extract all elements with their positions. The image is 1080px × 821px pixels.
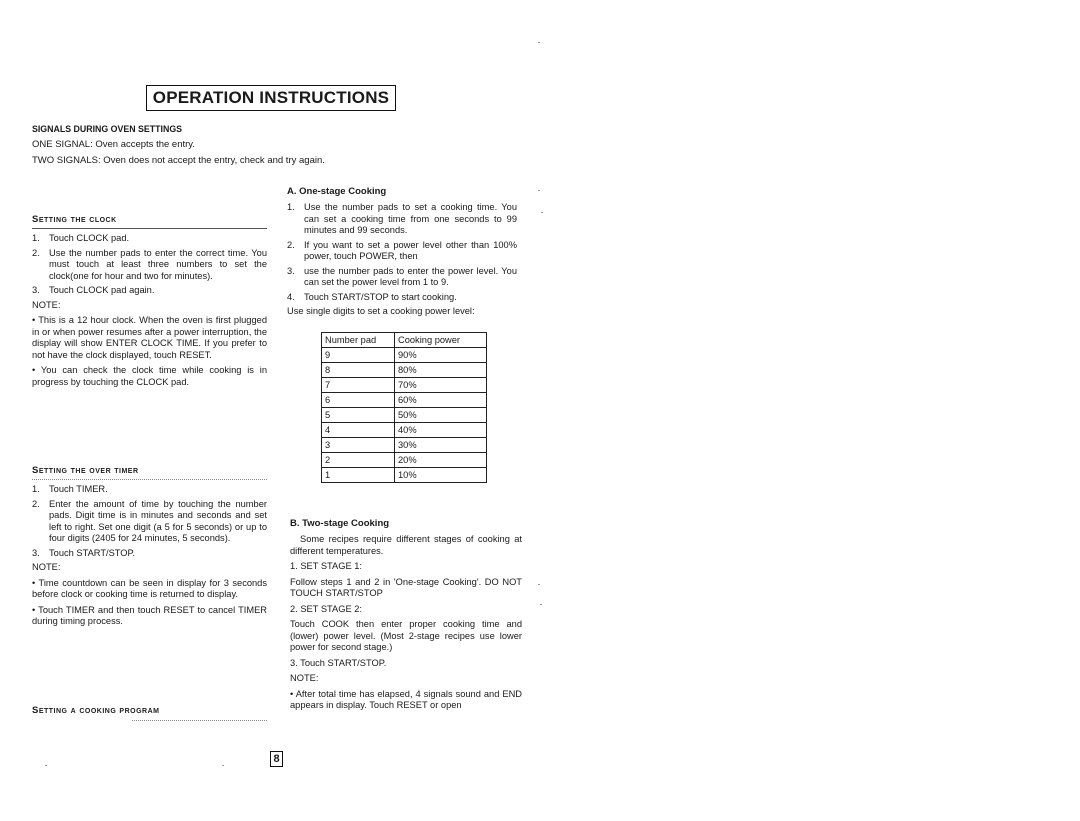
table-row: [322, 408, 487, 423]
scan-speck: [45, 765, 47, 766]
timer-heading-rule: [32, 479, 267, 480]
table-cell: 7: [322, 378, 395, 393]
table-cell: 3: [322, 438, 395, 453]
signals-two: TWO SIGNALS: Oven does not accept the entry, check and try again.: [32, 155, 325, 166]
two-stage-step3: 3. Touch START/STOP.: [290, 657, 387, 668]
table-row: [322, 453, 487, 468]
scan-speck: [540, 604, 542, 605]
table-cell: 70%: [395, 378, 487, 393]
timer-heading: Setting the over timer: [32, 465, 139, 476]
clock-section: [32, 214, 267, 388]
table-row: [322, 438, 487, 453]
two-stage-note-label: NOTE:: [290, 673, 319, 683]
table-cell: 10%: [395, 468, 487, 483]
table-cell: 2: [322, 453, 395, 468]
table-cell: 60%: [395, 393, 487, 408]
scan-speck: [538, 190, 540, 191]
table-row: [322, 468, 487, 483]
table-row: [322, 393, 487, 408]
table-row: [322, 348, 487, 363]
two-stage-intro: Some recipes require different stages of cooking at different temperatures.: [290, 534, 522, 556]
table-row: [322, 378, 487, 393]
clock-heading: Setting the clock: [32, 214, 117, 225]
table-header-row: [322, 333, 487, 348]
stage2-text: Touch COOK then enter proper cooking time and (lower) power level. (Most 2-stage recipes use lower power for second stage.): [290, 619, 522, 652]
signals-heading: SIGNALS DURING OVEN SETTINGS: [32, 124, 183, 134]
clock-step: 2. Use the number pads to enter the correct time. You must touch at least three numbers to set the clock(one for hour and two for minutes).: [32, 247, 267, 281]
two-stage-note: • After total time has elapsed, 4 signals sound and END appears in display. Touch RESET or open: [290, 688, 522, 710]
page-title: OPERATION INSTRUCTIONS: [146, 85, 396, 111]
table-cell: 5: [322, 408, 395, 423]
scan-speck: [538, 584, 540, 585]
table-cell: 50%: [395, 408, 487, 423]
one-stage-step: 1. Use the number pads to set a cooking time. You can set a cooking time from one seconds to 99 minutes and 99 seconds.: [287, 202, 517, 235]
clock-note-label: NOTE:: [32, 299, 61, 310]
program-heading-rule: [132, 720, 267, 721]
clock-step: 3. Touch CLOCK pad again.: [32, 285, 155, 295]
timer-note: • Touch TIMER and then touch RESET to cancel TIMER during timing process.: [32, 604, 267, 626]
scan-speck: [541, 212, 543, 213]
timer-note-label: NOTE:: [32, 562, 61, 572]
table-cell: 80%: [395, 363, 487, 378]
table-cell: 30%: [395, 438, 487, 453]
two-stage-heading: B. Two-stage Cooking: [290, 518, 390, 529]
signals-one: ONE SIGNAL: Oven accepts the entry.: [32, 139, 195, 150]
table-row: [322, 423, 487, 438]
timer-note: • Time countdown can be seen in display for 3 seconds before clock or cooking time is returned to display.: [32, 577, 267, 599]
power-table: [321, 332, 487, 483]
timer-step: 1. Touch TIMER.: [32, 484, 108, 494]
page-number: 8: [270, 751, 283, 767]
one-stage-step: 4. Touch START/STOP to start cooking.: [287, 291, 457, 302]
timer-step: 3. Touch START/STOP.: [32, 547, 136, 558]
stage1-label: 1. SET STAGE 1:: [290, 561, 362, 571]
table-cell: 20%: [395, 453, 487, 468]
timer-step: 2. Enter the amount of time by touching the number pads. Digit time is in minutes and seconds and set left to right. Set one digit (a 5 for 5 seconds) or up to four digits (2405 for 24 minutes, 5 seconds).: [32, 498, 267, 543]
stage2-label: 2. SET STAGE 2:: [290, 603, 362, 614]
table-header-cell: Number pad: [322, 333, 395, 348]
table-cell: 4: [322, 423, 395, 438]
table-cell: 90%: [395, 348, 487, 363]
one-stage-section: [287, 186, 517, 318]
table-row: [322, 363, 487, 378]
table-cell: 6: [322, 393, 395, 408]
program-heading: Setting a cooking program: [32, 705, 160, 716]
clock-note: • This is a 12 hour clock. When the oven is first plugged in or when power resumes after a power interruption, the display will show ENTER CLOCK TIME. If you prefer to not have the clock displayed, touch RESET.: [32, 315, 267, 360]
program-section: [32, 705, 267, 721]
clock-heading-rule: [32, 228, 267, 229]
clock-note: • You can check the clock time while cooking is in progress by touching the CLOCK pad.: [32, 365, 267, 387]
table-cell: 1: [322, 468, 395, 483]
one-stage-step: 2. If you want to set a power level other than 100% power, touch POWER, then: [287, 239, 517, 261]
timer-section: [32, 465, 267, 628]
table-intro: Use single digits to set a cooking power level:: [287, 306, 475, 316]
table-cell: 8: [322, 363, 395, 378]
two-stage-section: [290, 518, 522, 712]
table-cell: 9: [322, 348, 395, 363]
scan-speck: [222, 765, 224, 766]
clock-step: 1. Touch CLOCK pad.: [32, 233, 130, 243]
one-stage-step: 3. use the number pads to enter the power level. You can set the power level from 1 to 9.: [287, 265, 517, 287]
scan-speck: [538, 42, 540, 43]
table-header-cell: Cooking power: [395, 333, 487, 348]
one-stage-heading: A. One-stage Cooking: [287, 186, 387, 197]
stage1-text: Follow steps 1 and 2 in 'One-stage Cooking'. DO NOT TOUCH START/STOP: [290, 576, 522, 598]
table-cell: 40%: [395, 423, 487, 438]
